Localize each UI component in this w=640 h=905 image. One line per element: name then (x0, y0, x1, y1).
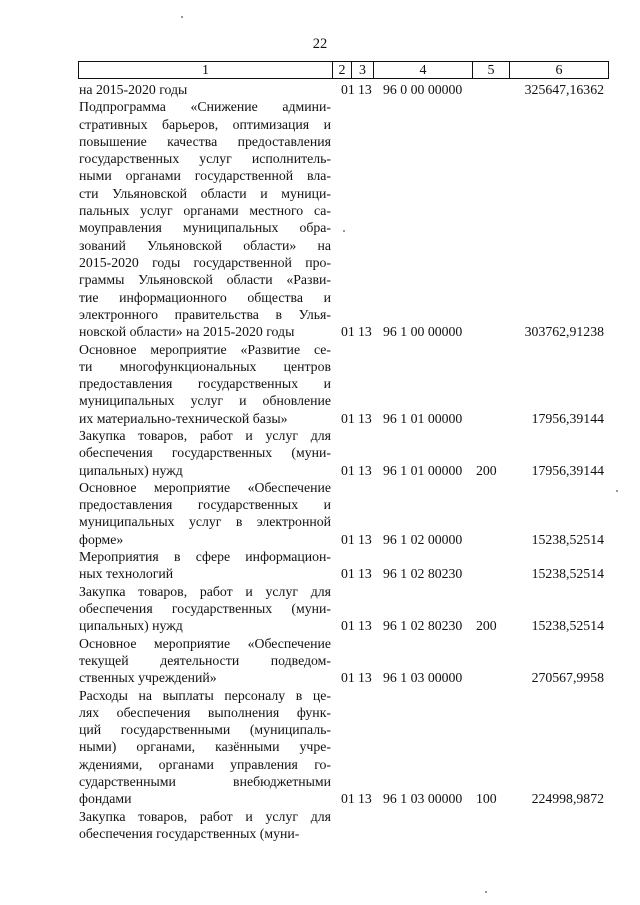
cell-c6: 224998,9872 (531, 791, 604, 807)
cell-c6: 17956,39144 (531, 410, 604, 426)
description-line: фондами (79, 791, 132, 807)
description-line: Мероприятия в сфере информацион- (79, 549, 331, 565)
description-line: ными) органами, казёнными учре- (79, 739, 331, 755)
description-line: обеспечения государственных (муни- (79, 600, 331, 616)
row-description (79, 548, 331, 583)
cell-c3: 13 (358, 462, 372, 478)
table-header (78, 61, 609, 79)
column-header-6: 6 (555, 63, 563, 78)
cell-c6: 303762,91238 (524, 324, 604, 340)
description-line: ственных учреждений» (79, 670, 217, 686)
cell-c2: 01 (341, 82, 355, 97)
cell-c2: 01 (341, 410, 355, 426)
description-line: Закупка товаров, работ и услуг для (79, 808, 331, 824)
description-line: Расходы на выплаты персоналу в це- (79, 687, 331, 703)
description-line: Закупка товаров, работ и услуг для (79, 583, 331, 599)
cell-c4: 96 0 00 00000 (383, 82, 463, 97)
description-line: зований Ульяновской области» на (79, 237, 331, 253)
row-description (79, 427, 331, 479)
description-line: обеспечения государственных (муни- (79, 825, 300, 841)
description-line: ными органами государственной вла- (79, 168, 331, 184)
cell-c4: 96 1 01 00000 (383, 462, 463, 478)
row-description (79, 808, 331, 843)
description-line: обеспечения государственных (муни- (79, 445, 331, 461)
row-description (79, 81, 331, 98)
cell-c4: 96 1 03 00000 (383, 791, 463, 807)
cell-c2: 01 (341, 618, 355, 634)
column-header-3: 3 (359, 63, 366, 78)
column-header-4: 4 (419, 63, 427, 78)
cell-c6: 15238,52514 (531, 531, 604, 547)
description-line: ждениями, органами управления го- (79, 756, 331, 772)
cell-c2: 01 (341, 791, 355, 807)
cell-c5: 200 (476, 618, 497, 634)
row-description (79, 341, 331, 427)
cell-c3: 13 (358, 618, 372, 634)
description-line: сударственными внебюджетными (79, 773, 331, 789)
description-line: муниципальных услуг и обновление (79, 393, 331, 409)
cell-c5: 100 (476, 791, 497, 807)
description-line: муниципальных услуг в электронной (79, 514, 331, 530)
description-line: Основное мероприятие «Развитие се- (79, 341, 331, 357)
description-line: на 2015-2020 годы (79, 82, 188, 97)
description-line: ти многофункциональных центров (79, 358, 331, 374)
description-line: предоставления государственных и (79, 497, 331, 513)
description-line: Закупка товаров, работ и услуг для (79, 428, 331, 443)
description-line: стративных барьеров, оптимизация и (79, 116, 331, 132)
description-line: форме» (79, 531, 124, 547)
description-line: граммы Ульяновской области «Разви- (79, 272, 331, 288)
scan-speck (181, 16, 183, 18)
description-line: 2015-2020 годы государственной про- (79, 254, 331, 270)
scan-speck (616, 490, 618, 492)
description-line: ных технологий (79, 566, 174, 582)
cell-c2: 01 (341, 462, 355, 478)
description-line: Подпрограмма «Снижение админи- (79, 99, 331, 115)
cell-c4: 96 1 02 80230 (383, 618, 463, 634)
description-line: тие информационного общества и (79, 289, 331, 305)
cell-c6: 325647,16362 (524, 82, 604, 97)
description-line: лях обеспечения выполнения функ- (79, 704, 331, 720)
cell-c2: 01 (341, 324, 355, 340)
description-line: Основное мероприятие «Обеспечение (79, 479, 331, 495)
cell-c3: 13 (358, 566, 372, 582)
row-description (79, 583, 331, 635)
cell-c2: 01 (341, 566, 355, 582)
cell-c3: 13 (358, 531, 372, 547)
description-line: сти Ульяновской области и муници- (79, 185, 331, 201)
cell-c3: 13 (358, 791, 372, 807)
description-line: ципальных) нужд (79, 462, 183, 478)
column-header-5: 5 (487, 63, 495, 78)
cell-c5: 200 (476, 462, 497, 478)
description-line: моуправления муниципальных обра- (79, 220, 331, 236)
cell-c3: 13 (358, 410, 372, 426)
row-description (79, 98, 331, 340)
row-description (79, 479, 331, 548)
description-line: электронного правительства в Улья- (79, 306, 331, 322)
cell-c6: 270567,9958 (531, 670, 604, 686)
cell-c4: 96 1 03 00000 (383, 670, 463, 686)
cell-c3: 13 (358, 670, 372, 686)
scan-speck (343, 230, 345, 232)
description-line: ций государственными (муниципаль- (79, 722, 331, 738)
page-number: 22 (312, 36, 328, 52)
cell-c6: 17956,39144 (531, 462, 604, 478)
cell-c3: 13 (358, 324, 372, 340)
cell-c6: 15238,52514 (531, 566, 604, 582)
row-description (79, 635, 331, 687)
description-line: Основное мероприятие «Обеспечение (79, 635, 331, 651)
description-line: повышение качества предоставления (79, 133, 331, 149)
column-header-1: 1 (202, 63, 209, 78)
description-line: ципальных) нужд (79, 618, 183, 634)
cell-c4: 96 1 02 00000 (383, 531, 463, 547)
column-header-2: 2 (338, 63, 346, 78)
description-line: пальных услуг органами местного са- (79, 203, 331, 219)
cell-c3: 13 (358, 82, 372, 97)
cell-c4: 96 1 00 00000 (383, 324, 463, 340)
cell-c4: 96 1 02 80230 (383, 566, 463, 582)
description-line: предоставления государственных и (79, 376, 331, 392)
cell-c6: 15238,52514 (531, 618, 604, 634)
cell-c4: 96 1 01 00000 (383, 410, 463, 426)
description-line: текущей деятельности подведом- (79, 652, 331, 668)
cell-c2: 01 (341, 531, 355, 547)
description-line: государственных услуг исполнитель- (79, 151, 331, 167)
description-line: их материально-технической базы» (79, 410, 288, 426)
cell-c2: 01 (341, 670, 355, 686)
description-line: новской области» на 2015-2020 годы (79, 324, 295, 340)
scan-speck (485, 891, 487, 893)
row-description (79, 687, 331, 808)
